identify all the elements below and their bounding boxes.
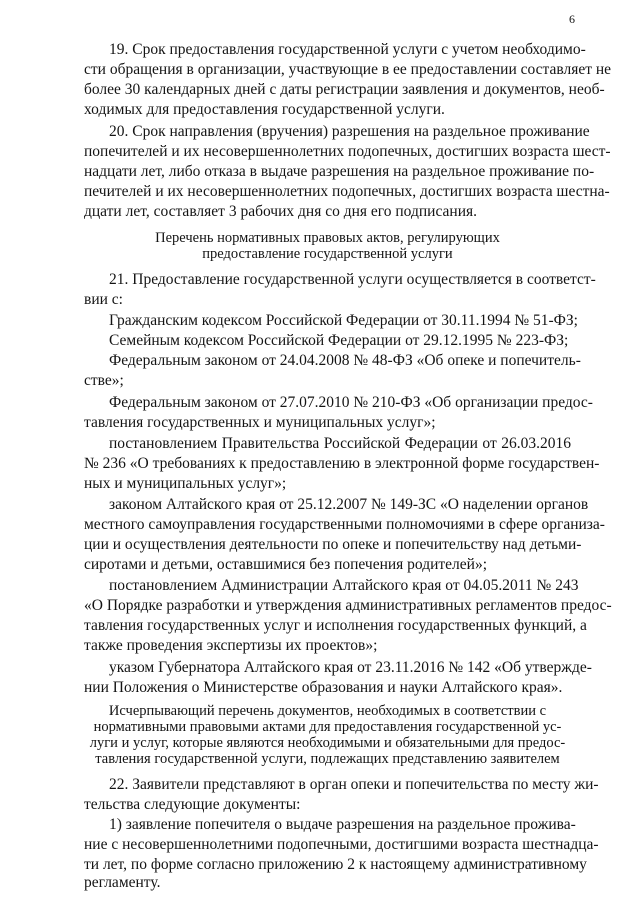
text-line: надцати лет, либо отказа в выдаче разрешения на раздельное проживание по- [84,163,595,180]
text-line: указом Губернатора Алтайского края от 23.11.2016 № 142 «Об утвержде- [109,659,592,676]
text-line: вии с: [84,291,123,308]
text-line: сти обращения в организации, участвующие в ее предоставлении составляет не [84,61,612,78]
text-line: 22. Заявители представляют в орган опеки и попечительства по месту жи- [109,776,599,793]
text-line: ных и муниципальных услуг»; [84,475,287,492]
text-line: № 236 «О требованиях к предоставлению в электронной форме государствен- [84,455,600,472]
page-number: 6 [569,12,575,26]
section-heading: нормативными правовыми актами для предоставления государственной ус- [93,719,562,735]
text-line: 20. Срок направления (вручения) разрешения на раздельное проживание [109,123,590,140]
section-heading: Исчерпывающий перечень документов, необходимых в соответствии с [108,703,547,719]
text-line: тавления государственных услуг и исполнения государственных функций, а [84,617,587,634]
text-line: Семейным кодексом Российской Федерации от 29.12.1995 № 223-ФЗ; [109,332,569,349]
section-heading: луги и услуг, которые являются необходимыми и обязательными для предос- [89,735,566,751]
text-line: Федеральным законом от 27.07.2010 № 210-ФЗ «Об организации предос- [109,394,593,411]
text-line: 1) заявление попечителя о выдаче разрешения на раздельное прожива- [109,816,576,833]
text-line: стве»; [84,372,124,389]
text-line: дцати лет, составляет 3 рабочих дня со дня его подписания. [84,203,477,220]
text-line: постановлением Правительства Российской Федерации от 26.03.2016 [109,435,571,452]
text-line: законом Алтайского края от 25.12.2007 № 149-ЗС «О наделении органов [109,496,589,513]
section-heading: тавления государственной услуги, подлежащих представлению заявителем [95,751,560,767]
text-line: Федеральным законом от 24.04.2008 № 48-ФЗ «Об опеке и попечитель- [109,352,581,369]
text-line: также проведения экспертизы их проектов»; [84,637,378,654]
text-line: сиротами и детьми, оставшимися без попечения родителей»; [84,556,488,573]
section-heading: Перечень нормативных правовых актов, регулирующих [155,230,500,246]
text-line: ции и осуществления деятельности по опеке и попечительству над детьми- [84,536,582,553]
text-line: постановлением Администрации Алтайского края от 04.05.2011 № 243 [109,577,579,594]
text-line: попечителей и их несовершеннолетних подопечных, достигших возраста шест- [84,143,611,160]
text-line: ходимых для предоставления государственной услуги. [84,101,445,118]
text-line: печителей и их несовершеннолетних подопечных, достигших возраста шестна- [84,183,610,200]
section-heading: предоставление государственной услуги [202,246,453,262]
text-line: «О Порядке разработки и утверждения административных регламентов предос- [84,597,612,614]
text-line: регламенту. [84,874,161,891]
text-line: нии Положения о Министерстве образования и науки Алтайского края». [84,679,563,696]
text-line: более 30 календарных дней с даты регистрации заявления и документов, необ- [84,81,605,98]
text-line: 19. Срок предоставления государственной услуги с учетом необходимо- [109,41,586,58]
text-line: местного самоуправления государственными полномочиями в сфере организа- [84,516,605,533]
text-line: ти лет, по форме согласно приложению 2 к настоящему административному [84,856,587,873]
text-line: ние с несовершеннолетними подопечными, достигшими возраста шестнадца- [84,836,599,853]
text-line: Гражданским кодексом Российской Федерации от 30.11.1994 № 51-ФЗ; [109,312,578,329]
text-line: тавления государственных и муниципальных услуг»; [84,414,436,431]
text-line: 21. Предоставление государственной услуги осуществляется в соответст- [109,271,596,288]
text-line: тельства следующие документы: [84,796,301,813]
